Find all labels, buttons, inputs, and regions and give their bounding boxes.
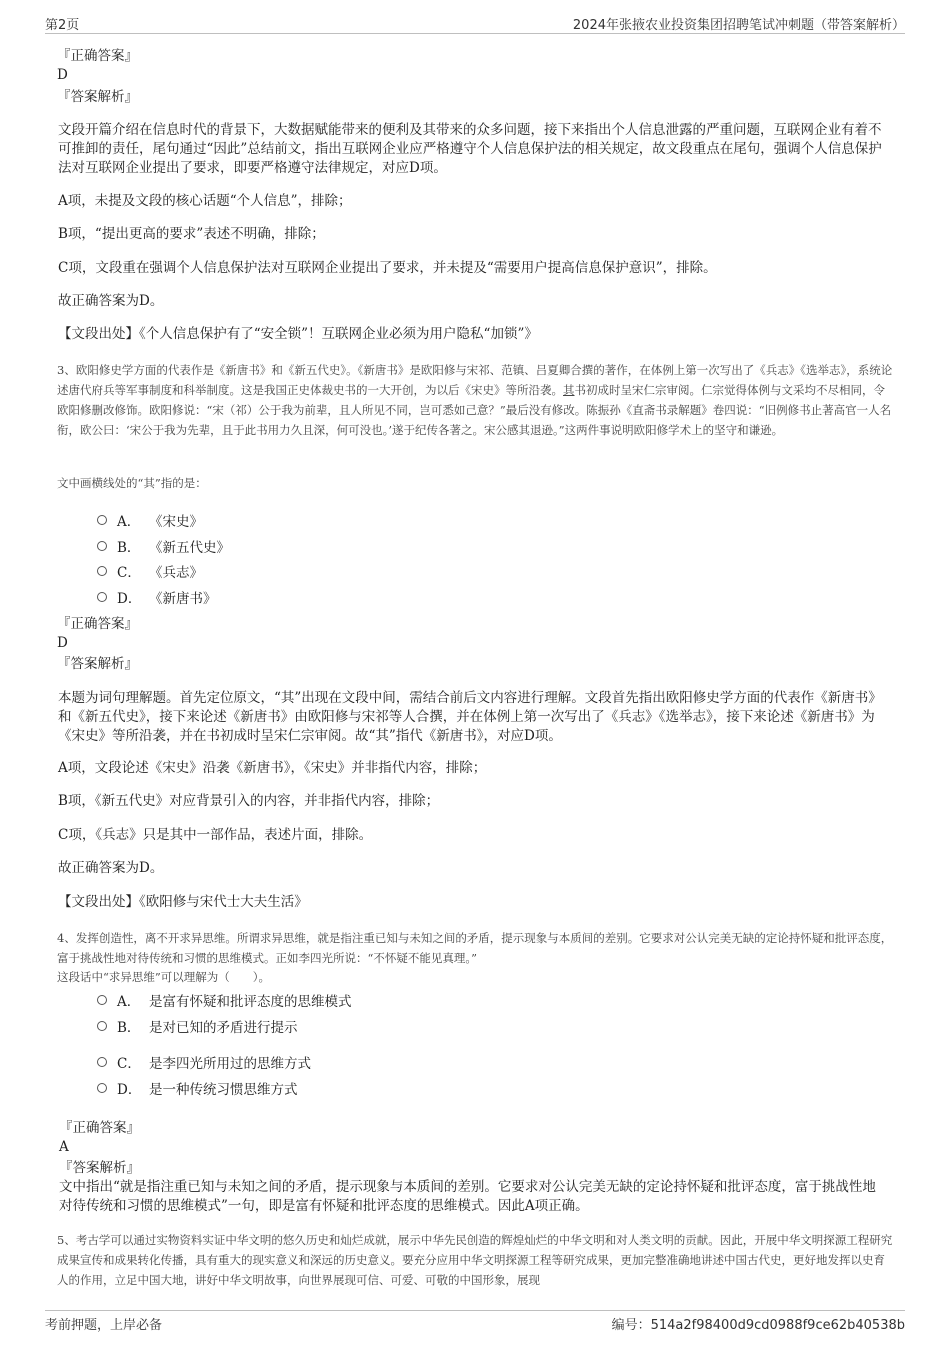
q3-analysis-paragraph: 本题为词句理解题。首先定位原文，“其”出现在文段中间，需结合前后文内容进行理解。文段首先指出欧阳修史学方面的代表作《新唐书》和《新五代史》，接下来论述《新唐书》由欧阳修与宋祁等人合撰，并在体例上第一次写出了《兵志》《选举志》，接下来论述《新唐书》为《宋史》等所沿袭，并在书初成时呈宋仁宗审阅。故“其”指代《新唐书》，对应D项。 — [58, 690, 882, 744]
q2-answer-label: 『正确答案』 — [57, 48, 138, 64]
q4-option-c[interactable]: C． 是李四光所用过的思维方式 — [97, 1052, 311, 1072]
q3-analysis-label: 『答案解析』 — [57, 656, 138, 672]
q2-analysis-option-c: C项，文段重在强调个人信息保护法对互联网企业提出了要求，并未提及“需要用户提高信息保护意识”，排除。 — [58, 260, 717, 276]
radio-icon[interactable] — [97, 515, 107, 525]
footer-divider — [45, 1310, 905, 1311]
q4-analysis-paragraph: 文中指出“就是指注重已知与未知之间的矛盾，提示现象与本质间的差别。它要求对公认完美无缺的定论持怀疑和批评态度，富于挑战性地对待传统和习惯的思维模式”一句，即是富有怀疑和批评态度的思维模式。因此A项正确。 — [59, 1179, 876, 1214]
q4-option-b[interactable]: B． 是对已知的矛盾进行提示 — [97, 1016, 298, 1036]
q3-source: 【文段出处】《欧阳修与宋代士大夫生活》 — [58, 894, 308, 910]
q3-analysis-option-b: B项，《新五代史》对应背景引入的内容，并非指代内容，排除； — [58, 793, 440, 809]
q2-analysis-option-a: A项，未提及文段的核心话题“个人信息”，排除； — [58, 193, 352, 209]
q2-analysis-paragraph: 文段开篇介绍在信息时代的背景下，大数据赋能带来的便利及其带来的众多问题，接下来指出个人信息泄露的严重问题，互联网企业有着不可推卸的责任，尾句通过“因此”总结前文，指出互联网企业应严格遵守个人信息保护法的相关规定，故文段重点在尾句，强调个人信息保护法对互联网企业提出了要求，即要严格遵守法律规定，对应D项。 — [58, 122, 882, 176]
q3-stem-after: 书初成时呈宋仁宗审阅。仁宗觉得体例与文采均不尽相同，令欧阳修删改修饰。欧阳修说：“宋（祁）公于我为前辈，且人所见不同，岂可悉如己意？”最后没有修改。陈振孙《直斋书录解题》卷四说：“旧例修书止著高官一人名衔，欧公曰：‘宋公于我为先辈，且于此书用力久且深，何可没也。’遂于纪传各著之。宋公感其退逊。”这两件事说明欧阳修学术上的坚守和谦逊。 — [57, 383, 892, 437]
q5-stem: 5、考古学可以通过实物资料实证中华文明的悠久历史和灿烂成就，展示中华先民创造的辉煌灿烂的中华文明和对人类文明的贡献。因此，开展中华文明探源工程研究成果宣传和成果转化传播，具有重大的现实意义和深远的历史意义。要充分应用中华文明探源工程等研究成果，更加完整准确地讲述中国古代史，更好地发挥以史育人的作用，立足中国大地，讲好中华文明故事，向世界展现可信、可爱、可敬的中国形象，展现 — [57, 1233, 893, 1287]
q3-option-b[interactable]: B． 《新五代史》 — [97, 536, 230, 556]
q4-stem: 4、发挥创造性，离不开求异思维。所谓求异思维，就是指注重已知与未知之间的矛盾，提示现象与本质间的差别。它要求对公认完美无缺的定论持怀疑和批评态度，富于挑战性地对待传统和习惯的思维模式。正如李四光所说：“不怀疑不能见真理。” — [57, 931, 893, 965]
q3-conclusion: 故正确答案为D。 — [58, 860, 164, 876]
q3-answer: D — [57, 635, 68, 651]
radio-icon[interactable] — [97, 566, 107, 576]
q4-option-d[interactable]: D． 是一种传统习惯思维方式 — [97, 1078, 298, 1098]
q4-prompt: 这段话中“求异思维”可以理解为（ ）。 — [57, 970, 271, 984]
q3-option-d[interactable]: D． 《新唐书》 — [97, 587, 217, 607]
radio-icon[interactable] — [97, 592, 107, 602]
page-number: 第2页 — [45, 18, 80, 33]
header-divider — [45, 33, 905, 34]
footer-id-label: 编号： — [611, 1318, 651, 1333]
radio-icon[interactable] — [97, 995, 107, 1005]
footer-document-id — [612, 1314, 905, 1333]
q3-option-c[interactable]: C． 《兵志》 — [97, 561, 203, 581]
q4-option-a[interactable]: A． 是富有怀疑和批评态度的思维模式 — [97, 990, 352, 1010]
q3-option-a[interactable]: A． 《宋史》 — [97, 510, 203, 530]
q2-analysis-label: 『答案解析』 — [57, 89, 138, 105]
q3-stem-before: 3、欧阳修史学方面的代表作是《新唐书》和《新五代史》。《新唐书》是欧阳修与宋祁、范镇、吕夏卿合撰的著作，在体例上第一次写出了《兵志》《选举志》，系统论述唐代府兵等军事制度和科举制度。这是我国正史体裁史书的一大开创，为以后《宋史》等所沿袭。 — [57, 363, 893, 397]
q4-answer-label: 『正确答案』 — [59, 1120, 140, 1136]
radio-icon[interactable] — [97, 541, 107, 551]
q3-stem — [57, 360, 895, 440]
q4-answer: A — [59, 1139, 69, 1155]
radio-icon[interactable] — [97, 1057, 107, 1067]
q2-conclusion: 故正确答案为D。 — [58, 293, 164, 309]
q3-analysis-option-c: C项，《兵志》只是其中一部作品，表述片面，排除。 — [58, 827, 373, 843]
q3-stem-underlined: 其 — [563, 383, 575, 397]
q2-source: 【文段出处】《个人信息保护有了“安全锁”！互联网企业必须为用户隐私“加锁”》 — [58, 326, 538, 342]
q3-answer-label: 『正确答案』 — [57, 616, 138, 632]
radio-icon[interactable] — [97, 1021, 107, 1031]
q3-prompt: 文中画横线处的“其”指的是： — [57, 476, 207, 490]
q2-analysis-option-b: B项，“提出更高的要求”表述不明确，排除； — [58, 226, 325, 242]
q2-answer: D — [57, 67, 68, 83]
q4-analysis-label: 『答案解析』 — [59, 1160, 140, 1176]
radio-icon[interactable] — [97, 1083, 107, 1093]
document-title: 2024年张掖农业投资集团招聘笔试冲刺题（带答案解析） — [572, 18, 905, 33]
footer-slogan: 考前押题，上岸必备 — [45, 1318, 163, 1333]
q3-analysis-option-a: A项，文段论述《宋史》沿袭《新唐书》，《宋史》并非指代内容，排除； — [58, 760, 487, 776]
footer-id-value: 514a2f98400d9cd0988f9ce62b40538b — [650, 1318, 905, 1333]
